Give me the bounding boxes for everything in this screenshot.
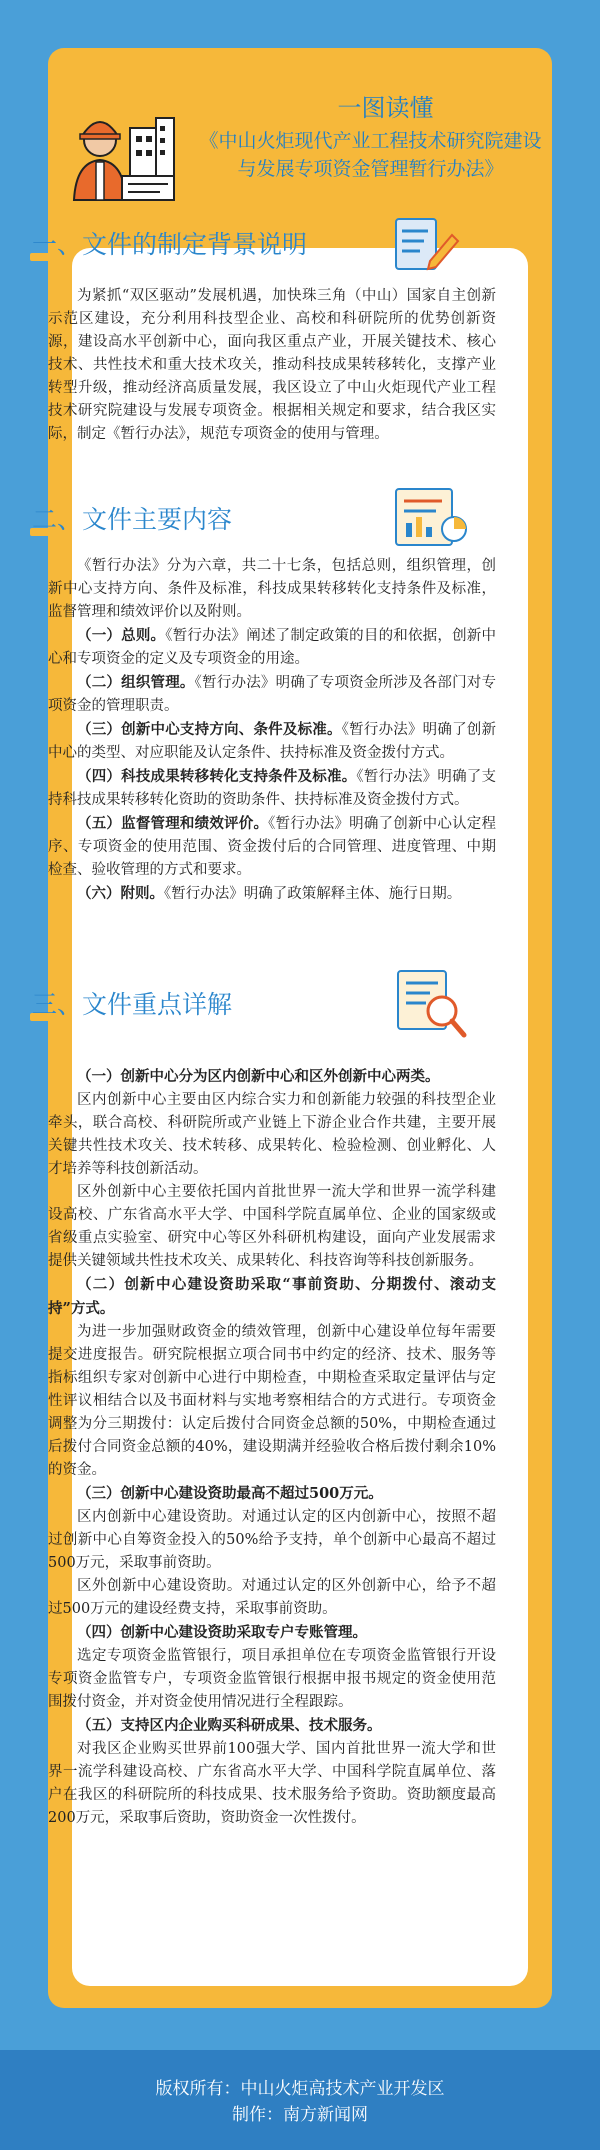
engineer-icon [68,100,198,210]
section3-body [48,1065,496,1830]
paragraph: 区内创新中心建设资助。对通过认定的区内创新中心，按照不超过创新中心自筹资金投入的50%给予支持，单个创新中心最高不超过500万元，采取事前资助。 [48,1509,496,1571]
section-heading-3: 三、文件重点详解 [32,985,232,1021]
subheading: （五）支持区内企业购买科研成果、技术服务。 [77,1717,382,1734]
subheading: （一）创新中心分为区内创新中心和区外创新中心两类。 [77,1068,440,1085]
document-pen-icon [390,215,460,275]
footer [0,2050,600,2150]
subheading: （二）创新中心建设资助采取“事前资助、分期拨付、滚动支持”方式。 [48,1276,496,1317]
section-heading-1: 一、文件的制定背景说明 [32,225,307,261]
page-title: 一图读懂 [337,94,434,122]
section1-paragraph: 为紧抓“双区驱动”发展机遇，加快珠三角（中山）国家自主创新示范区建设，充分利用科技型企业、高校和科研院所的优势创新资源，建设高水平创新中心，面向我区重点产业，开展关键技术、核心技术、共性技术和重大技术攻关，推动科技成果转移转化，支撑产业转型升级，推动经济高质量发展，我区设立了中山火炬现代产业工程技术研究院建设与发展专项资金。根据相关规定和要求，结合我区实际，制定《暂行办法》，规范专项资金的使用与管理。 [48,288,496,442]
footer-copyright: 版权所有：中山火炬高技术产业开发区 [155,2079,445,2099]
paragraph: 区外创新中心主要依托国内首批世界一流大学和世界一流学科建设高校、广东省高水平大学、中国科学院直属单位、企业的国家级或省级重点实验室、研究中心等区外科研机构建设，面向产业发展需求提供关键领域共性技术攻关、成果转化、科技咨询等科技创新服务。 [48,1184,496,1269]
magnifier-document-icon [390,965,470,1041]
footer-producer: 制作：南方新闻网 [232,2105,368,2125]
report-chart-icon [392,485,472,551]
subheading: （三）创新中心建设资助最高不超过500万元。 [77,1485,383,1502]
section2-intro: 《暂行办法》分为六章，共二十七条，包括总则，组织管理，创新中心支持方向、条件及标准，科技成果转移转化支持条件及标准，监督管理和绩效评价以及附则。 [48,558,496,620]
subheading: （四）创新中心建设资助采取专户专账管理。 [77,1624,367,1641]
paragraph: 对我区企业购买世界前100强大学、国内首批世界一流大学和世界一流学科建设高校、广东省高水平大学、中国科学院直属单位、落户在我区的科研院所的科技成果、技术服务给予资助。资助额度最高200万元，采取事后资助，资助资金一次性拨付。 [48,1741,496,1826]
section-heading-2: 二、文件主要内容 [32,500,232,536]
paragraph: 区外创新中心建设资助。对通过认定的区外创新中心，给予不超过500万元的建设经费支持，采取事前资助。 [48,1578,496,1617]
paragraph: 区内创新中心主要由区内综合实力和创新能力较强的科技型企业牵头，联合高校、科研院所或产业链上下游企业合作共建，主要开展关键共性技术攻关、技术转移、成果转化、检验检测、创业孵化、人才培养等科技创新活动。 [48,1092,496,1177]
list-item: （六）附则。《暂行办法》明确了政策解释主体、施行日期。 [77,885,462,902]
list-item: （五）监督管理和绩效评价。《暂行办法》明确了创新中心认定程序、专项资金的使用范围、资金拨付后的合同管理、进度管理、中期检查、验收管理的方式和要求。 [48,815,497,878]
section2-body [48,555,496,906]
list-item: （三）创新中心支持方向、条件及标准。《暂行办法》明确了创新中心的类型、对应职能及认定条件、扶持标准及资金拨付方式。 [48,721,497,761]
list-item: （一）总则。《暂行办法》阐述了制定政策的目的和依据，创新中心和专项资金的定义及专项资金的用途。 [48,627,497,667]
paragraph: 选定专项资金监管银行，项目承担单位在专项资金监管银行开设专项资金监管专户，专项资金监管银行根据申报书规定的资金使用范围拨付资金，并对资金使用情况进行全程跟踪。 [48,1648,496,1710]
paragraph: 为进一步加强财政资金的绩效管理，创新中心建设单位每年需要提交进度报告。研究院根据立项合同书中约定的经济、技术、服务等指标组织专家对创新中心进行中期检查，中期检查采取定量评估与定性评议相结合以及书面材料与实地考察相结合的方式进行。专项资金调整为分三期拨付：认定后拨付合同资金总额的50%，中期检查通过后拨付合同资金总额的40%，建设期满并经验收合格后拨付剩余10%的资金。 [48,1324,496,1478]
section1-body [48,285,496,446]
header-title-block [198,88,543,183]
list-item: （二）组织管理。《暂行办法》明确了专项资金所涉及各部门对专项资金的管理职责。 [48,674,497,714]
list-item: （四）科技成果转移转化支持条件及标准。《暂行办法》明确了支持科技成果转移转化资助的资助条件、扶持标准及资金拨付方式。 [48,768,497,808]
page-subtitle: 《中山火炬现代产业工程技术研究院建设与发展专项资金管理暂行办法》 [199,130,542,180]
